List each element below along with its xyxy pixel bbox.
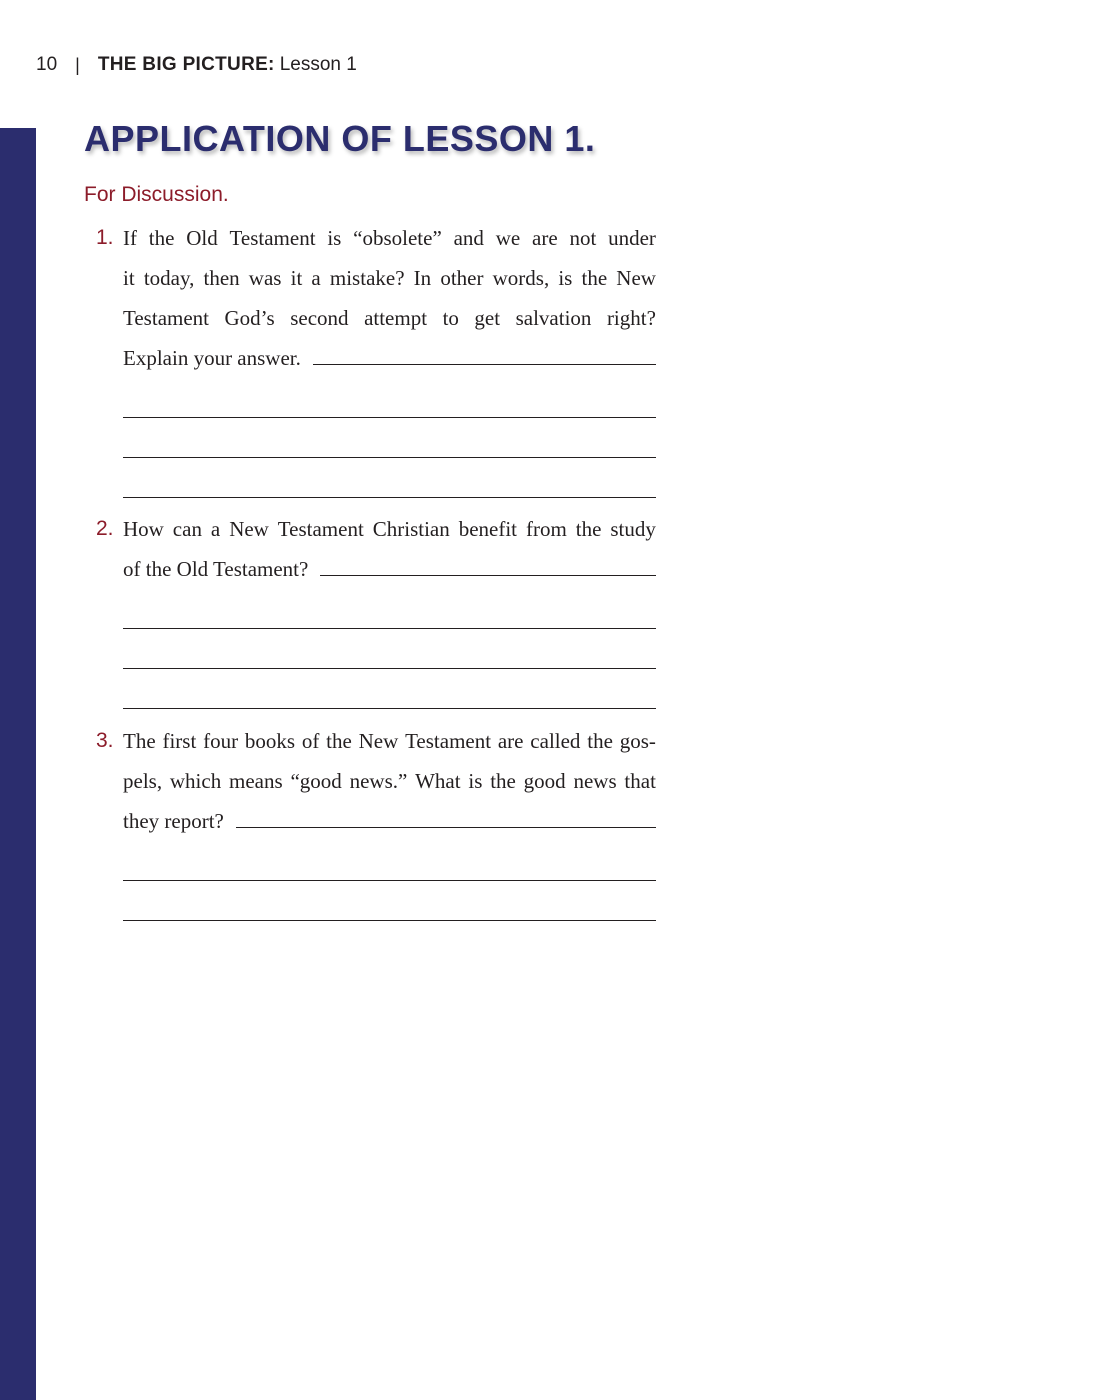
- word: news.”: [349, 769, 408, 793]
- word: is: [468, 769, 483, 793]
- answer-blank[interactable]: [236, 801, 656, 828]
- answer-line[interactable]: [123, 589, 656, 629]
- word: was: [248, 266, 282, 290]
- question-text-line: [123, 721, 656, 761]
- word: words,: [492, 266, 550, 290]
- question-final-line: [123, 549, 656, 589]
- word: then: [203, 266, 240, 290]
- answer-blank[interactable]: [313, 338, 656, 365]
- word: other: [440, 266, 484, 290]
- word: not: [569, 226, 597, 250]
- question-final-text: of the Old Testament?: [123, 557, 309, 581]
- question-number: 2.: [96, 517, 114, 540]
- word: gos-: [619, 729, 656, 753]
- answer-line[interactable]: [123, 841, 656, 881]
- word: that: [624, 769, 656, 793]
- word: pels,: [123, 769, 163, 793]
- word: are: [497, 729, 524, 753]
- word: “good: [290, 769, 342, 793]
- book-title: THE BIG PICTURE:: [97, 54, 275, 75]
- question-text: [123, 218, 656, 498]
- question-text: [123, 721, 656, 921]
- word: Christian: [372, 517, 450, 541]
- answer-line[interactable]: [123, 669, 656, 709]
- word: the: [326, 729, 352, 753]
- lesson-reference: Lesson 1: [279, 54, 357, 75]
- question-final-text: Explain your answer.: [123, 346, 301, 370]
- answer-line[interactable]: [123, 629, 656, 669]
- word: the: [148, 226, 175, 250]
- question-text-line: [123, 258, 656, 298]
- question-number: 3.: [96, 729, 114, 752]
- word: first: [162, 729, 197, 753]
- word: is: [327, 226, 342, 250]
- answer-blank[interactable]: [320, 549, 656, 576]
- word: attempt: [364, 306, 428, 330]
- word: In: [413, 266, 432, 290]
- word: New: [616, 266, 656, 290]
- word: If: [123, 226, 137, 250]
- word: the: [490, 769, 516, 793]
- word: benefit: [458, 517, 518, 541]
- word: right?: [606, 306, 656, 330]
- word: and: [453, 226, 484, 250]
- question-final-line: [123, 801, 656, 841]
- word: of: [301, 729, 320, 753]
- word: the: [587, 729, 613, 753]
- word: called: [530, 729, 581, 753]
- word: How: [123, 517, 164, 541]
- answer-line[interactable]: [123, 418, 656, 458]
- word: salvation: [515, 306, 592, 330]
- question-text: [123, 509, 656, 709]
- word: Testament: [405, 729, 492, 753]
- word: God’s: [224, 306, 275, 330]
- answer-line[interactable]: [123, 378, 656, 418]
- word: under: [608, 226, 656, 250]
- word: to: [442, 306, 459, 330]
- word: are: [532, 226, 558, 250]
- page-number: 10: [36, 54, 58, 75]
- word: New: [358, 729, 399, 753]
- word: news: [573, 769, 617, 793]
- word: What: [415, 769, 461, 793]
- word: books: [244, 729, 296, 753]
- word: today,: [143, 266, 195, 290]
- word: Testament: [229, 226, 316, 250]
- word: The: [123, 729, 156, 753]
- word: means: [229, 769, 283, 793]
- word: “obsolete”: [353, 226, 442, 250]
- question-text-line: [123, 298, 656, 338]
- word: the: [581, 266, 608, 290]
- word: a: [210, 517, 221, 541]
- section-subheading: For Discussion.: [84, 183, 229, 206]
- word: four: [203, 729, 239, 753]
- word: it: [290, 266, 303, 290]
- word: Old: [186, 226, 218, 250]
- word: can: [172, 517, 202, 541]
- section-title: APPLICATION OF LESSON 1.: [84, 118, 596, 159]
- question-final-line: [123, 338, 656, 378]
- word: Testament: [123, 306, 209, 330]
- word: which: [169, 769, 222, 793]
- word: mistake?: [329, 266, 405, 290]
- word: study: [610, 517, 656, 541]
- word: it: [123, 266, 135, 290]
- question-text-line: [123, 218, 656, 258]
- answer-line[interactable]: [123, 458, 656, 498]
- word: is: [558, 266, 573, 290]
- question-text-line: [123, 509, 656, 549]
- question-text-line: [123, 761, 656, 801]
- word: Testament: [277, 517, 364, 541]
- word: the: [575, 517, 602, 541]
- header-separator: |: [75, 54, 80, 75]
- word: New: [229, 517, 269, 541]
- question-final-text: they report?: [123, 809, 224, 833]
- question-number: 1.: [96, 226, 114, 249]
- word: good: [523, 769, 566, 793]
- word: get: [474, 306, 501, 330]
- word: we: [495, 226, 521, 250]
- word: a: [311, 266, 321, 290]
- answer-line[interactable]: [123, 881, 656, 921]
- word: from: [525, 517, 567, 541]
- word: second: [290, 306, 349, 330]
